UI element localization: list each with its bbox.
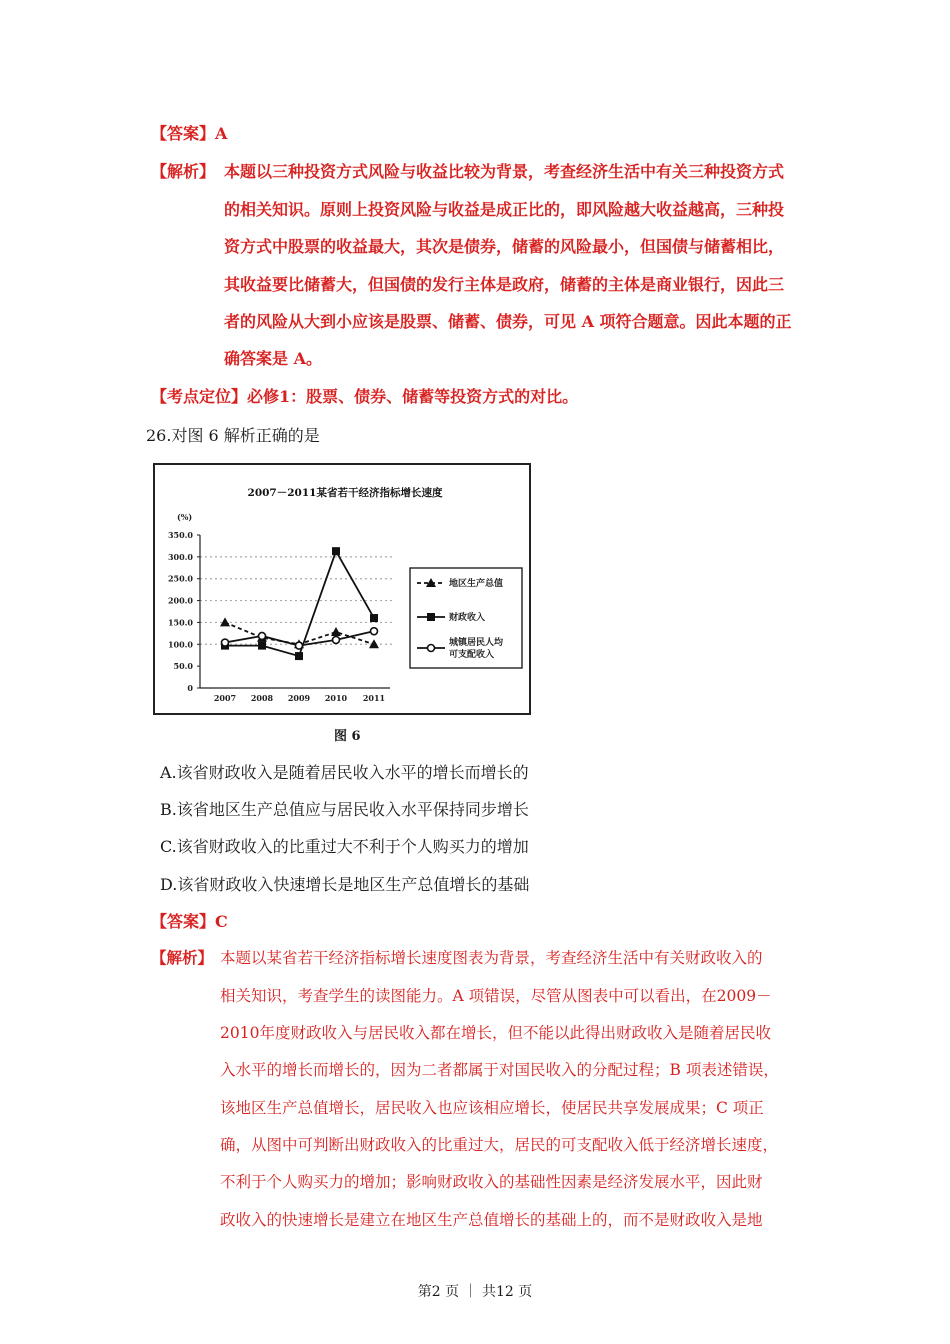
- q26-answer-value: C: [215, 912, 228, 931]
- chart-point-square: [258, 642, 266, 650]
- chart-x-tick-label: 2008: [250, 693, 274, 703]
- chart-point-circle: [371, 628, 378, 635]
- chart-y-tick-label: 150.0: [167, 617, 193, 628]
- chart-y-axis-unit: (%): [177, 512, 193, 522]
- q25-analysis-line: 本题以三种投资方式风险与收益比较为背景，考查经济生活中有关三种投资方式: [224, 162, 785, 181]
- q26-analysis-line: 2010年度财政收入与居民收入都在增长，但不能以此得出财政收入是随着居民收: [220, 1024, 771, 1042]
- chart-y-tick-label: 350.0: [167, 530, 193, 540]
- chart-y-tick-label: 50.0: [173, 661, 193, 672]
- chart-y-tick-label: 300.0: [167, 551, 193, 562]
- chart-x-tick-label: 2009: [287, 693, 311, 703]
- chart-series: [220, 547, 379, 660]
- q26-question: 26.对图 6 解析正确的是: [146, 426, 320, 445]
- q25-answer-tag: 【答案】: [151, 124, 216, 143]
- q25-analysis-line: 资方式中股票的收益最大，其次是债券，储蓄的风险最小，但国债与储蓄相比，: [224, 237, 785, 256]
- q26-analysis-line: 本题以某省若干经济指标增长速度图表为背景，考查经济生活中有关财政收入的: [220, 949, 763, 967]
- chart-point-square: [370, 614, 378, 622]
- q26-option-d: D.该省财政收入快速增长是地区生产总值增长的基础: [160, 875, 530, 894]
- q26-option-a: A.该省财政收入是随着居民收入水平的增长而增长的: [160, 763, 529, 782]
- chart-legend-label: 地区生产总值: [449, 579, 504, 589]
- q26-analysis-line: 不利于个人购买力的增加；影响财政收入的基础性因素是经济发展水平，因此财: [220, 1173, 763, 1191]
- q25-kaodian-tag: 【考点定位】: [151, 387, 248, 406]
- chart-y-tick-label: 100.0: [167, 639, 193, 650]
- chart-x-tick-label: 2010: [324, 693, 348, 703]
- q25-kaodian-text: 必修1：股票、债券、储蓄等投资方式的对比。: [247, 387, 579, 406]
- q26-answer-line: [151, 909, 228, 932]
- growth-rate-chart: [153, 463, 531, 715]
- chart-point-square: [295, 652, 303, 660]
- chart-title: 2007－2011某省若干经济指标增长速度: [247, 487, 443, 499]
- chart-legend: [410, 568, 522, 668]
- chart-point-circle: [222, 639, 229, 646]
- chart-point-circle: [333, 636, 340, 643]
- chart-y-tick-label: 0: [187, 683, 193, 693]
- q26-analysis-line: 入水平的增长而增长的，因为二者都属于对国民收入的分配过程；B 项表述错误，: [220, 1061, 779, 1079]
- q25-analysis-line: 其收益要比储蓄大，但国债的发行主体是政府，储蓄的主体是商业银行，因此三: [224, 275, 785, 294]
- q26-analysis-tag: 【解析】: [151, 948, 214, 967]
- q26-analysis-line: 相关知识，考查学生的读图能力。A 项错误，尽管从图表中可以看出，在2009－: [220, 987, 772, 1005]
- chart-y-tick-label: 200.0: [167, 595, 193, 606]
- chart-canvas: [155, 465, 529, 713]
- q26-analysis-line: 该地区生产总值增长，居民收入也应该相应增长，使居民共享发展成果；C 项正: [220, 1099, 764, 1117]
- chart-legend-label: 财政收入: [449, 613, 486, 623]
- q25-analysis-tag: 【解析】: [151, 162, 216, 181]
- q26-option-c: C.该省财政收入的比重过大不利于个人购买力的增加: [160, 837, 529, 856]
- q26-analysis-line: 确，从图中可判断出财政收入的比重过大，居民的可支配收入低于经济增长速度，: [220, 1136, 779, 1154]
- q25-analysis-line: 确答案是 A。: [224, 349, 322, 368]
- q25-kaodian-line: [151, 384, 578, 407]
- chart-x-tick-label: 2007: [213, 693, 237, 703]
- chart-point-circle: [296, 642, 303, 649]
- chart-y-tick-label: 250.0: [167, 573, 193, 584]
- chart-point-circle: [428, 645, 435, 652]
- chart-legend-label: 城镇居民人均: [449, 638, 504, 648]
- q26-analysis-line: 政收入的快速增长是建立在地区生产总值增长的基础上的，而不是财政收入是地: [220, 1211, 763, 1229]
- chart-x-tick-label: 2011: [362, 693, 386, 703]
- q26-answer-tag: 【答案】: [151, 912, 216, 931]
- q25-analysis-line: 者的风险从大到小应该是股票、储蓄、债券，可见 A 项符合题意。因此本题的正: [224, 312, 792, 331]
- chart-point-square: [332, 547, 340, 555]
- chart-gridlines: [200, 557, 395, 644]
- q25-answer-line: [151, 121, 227, 144]
- chart-point-circle: [259, 632, 266, 639]
- chart-axes: [168, 530, 390, 703]
- q25-analysis-line: 的相关知识。原则上投资风险与收益是成正比的，即风险越大收益越高，三种投: [224, 200, 785, 219]
- figure-caption: 图 6: [334, 729, 361, 744]
- chart-point-triangle: [331, 627, 341, 636]
- page-footer: 第2 页 ｜ 共12 页: [417, 1284, 533, 1300]
- q25-answer-value: A: [215, 124, 228, 143]
- q26-option-b: B.该省地区生产总值应与居民收入水平保持同步增长: [160, 800, 529, 819]
- chart-legend-label: 可支配收入: [449, 650, 495, 660]
- chart-point-square: [427, 613, 435, 621]
